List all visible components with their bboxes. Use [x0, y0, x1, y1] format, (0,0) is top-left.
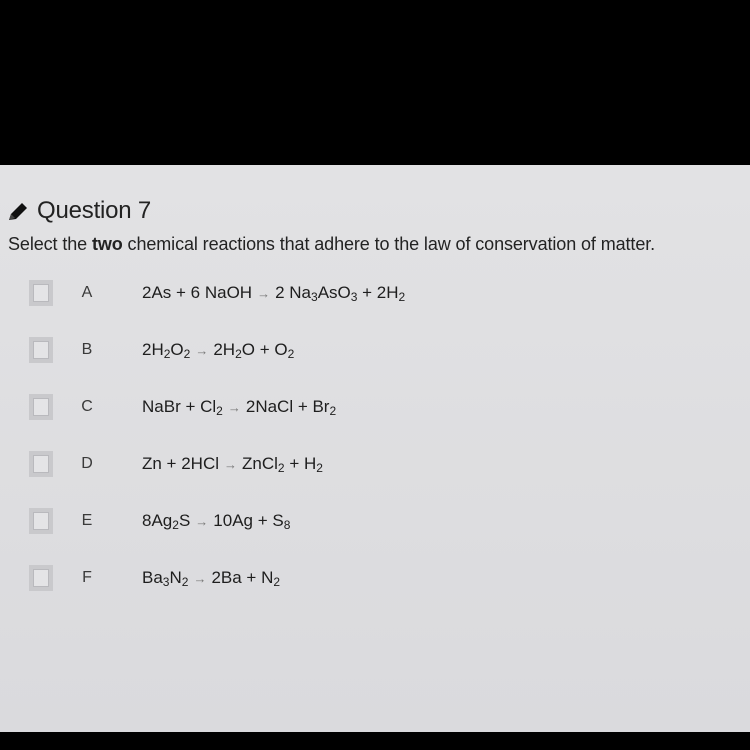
subscript: 2 — [273, 575, 281, 589]
subscript: 2 — [329, 404, 337, 418]
formula-text: + H — [284, 454, 317, 473]
checkbox-option-a[interactable] — [29, 280, 53, 306]
formula-text: Ba — [142, 568, 163, 587]
option-row-d[interactable] — [0, 451, 750, 485]
subscript: 3 — [311, 290, 318, 304]
checkbox-option-b[interactable] — [29, 337, 53, 363]
option-letter: E — [81, 512, 93, 529]
question-panel — [0, 165, 750, 732]
arrow-icon: → — [193, 571, 207, 586]
subscript: 3 — [350, 290, 358, 304]
formula-text: 10Ag + S — [213, 511, 284, 530]
subscript: 2 — [398, 290, 406, 304]
arrow-icon: → — [257, 286, 271, 301]
subscript: 2 — [235, 347, 242, 361]
formula-text: 8Ag — [142, 511, 173, 530]
reaction-equation — [142, 283, 405, 304]
arrow-icon: → — [195, 343, 209, 358]
formula-text: 2 Na — [275, 283, 311, 302]
option-letter: F — [82, 569, 92, 586]
subscript: 2 — [316, 461, 323, 475]
question-header — [6, 195, 151, 227]
option-letter: C — [81, 398, 93, 415]
question-prompt — [8, 234, 655, 255]
reaction-equation — [142, 397, 336, 418]
pencil-icon — [6, 200, 30, 222]
option-row-a[interactable] — [0, 280, 750, 314]
subscript: 2 — [287, 347, 295, 361]
checkbox-option-d[interactable] — [29, 451, 53, 477]
arrow-icon: → — [224, 457, 237, 472]
formula-text: 2H — [213, 340, 236, 359]
option-letter: D — [81, 455, 93, 472]
reaction-equation — [142, 511, 290, 532]
prompt-text-end: chemical reactions that adhere to the law of conservation of matter. — [122, 234, 656, 254]
formula-text: Zn + 2HCl — [142, 454, 219, 473]
formula-text: 2Ba + N — [211, 568, 274, 587]
option-letter: A — [81, 284, 93, 301]
option-row-b[interactable] — [0, 337, 750, 371]
formula-text: ZnCl — [242, 454, 278, 473]
formula-text: + 2H — [357, 283, 399, 302]
checkbox-option-f[interactable] — [29, 565, 53, 591]
subscript: 2 — [277, 461, 285, 475]
subscript: 2 — [216, 404, 223, 418]
prompt-text-bold: two — [91, 234, 123, 254]
subscript: 3 — [162, 575, 170, 589]
formula-text: NaBr + Cl — [142, 397, 217, 416]
formula-text: S — [178, 511, 191, 530]
checkbox-option-c[interactable] — [29, 394, 53, 420]
formula-text: AsO — [317, 283, 351, 302]
option-row-e[interactable] — [0, 508, 750, 542]
formula-text: 2As + 6 NaOH — [142, 283, 253, 302]
option-row-c[interactable] — [0, 394, 750, 428]
option-letter: B — [81, 341, 93, 358]
subscript: 2 — [181, 575, 189, 589]
subscript: 8 — [283, 518, 291, 532]
formula-text: 2NaCl + Br — [245, 397, 330, 416]
reaction-equation — [142, 340, 294, 361]
arrow-icon: → — [227, 400, 241, 415]
option-row-f[interactable] — [0, 565, 750, 599]
checkbox-option-e[interactable] — [29, 508, 53, 534]
prompt-text-start: Select the — [8, 234, 92, 254]
formula-text: O — [170, 340, 184, 359]
question-title: Question 7 — [37, 197, 152, 224]
reaction-equation — [142, 454, 323, 475]
subscript: 2 — [163, 347, 171, 361]
reaction-equation — [142, 568, 280, 589]
arrow-icon: → — [195, 514, 209, 529]
subscript: 2 — [183, 347, 191, 361]
formula-text: 2H — [142, 340, 164, 359]
subscript: 2 — [172, 518, 179, 532]
formula-text: O + O — [241, 340, 288, 359]
formula-text: N — [169, 568, 182, 587]
